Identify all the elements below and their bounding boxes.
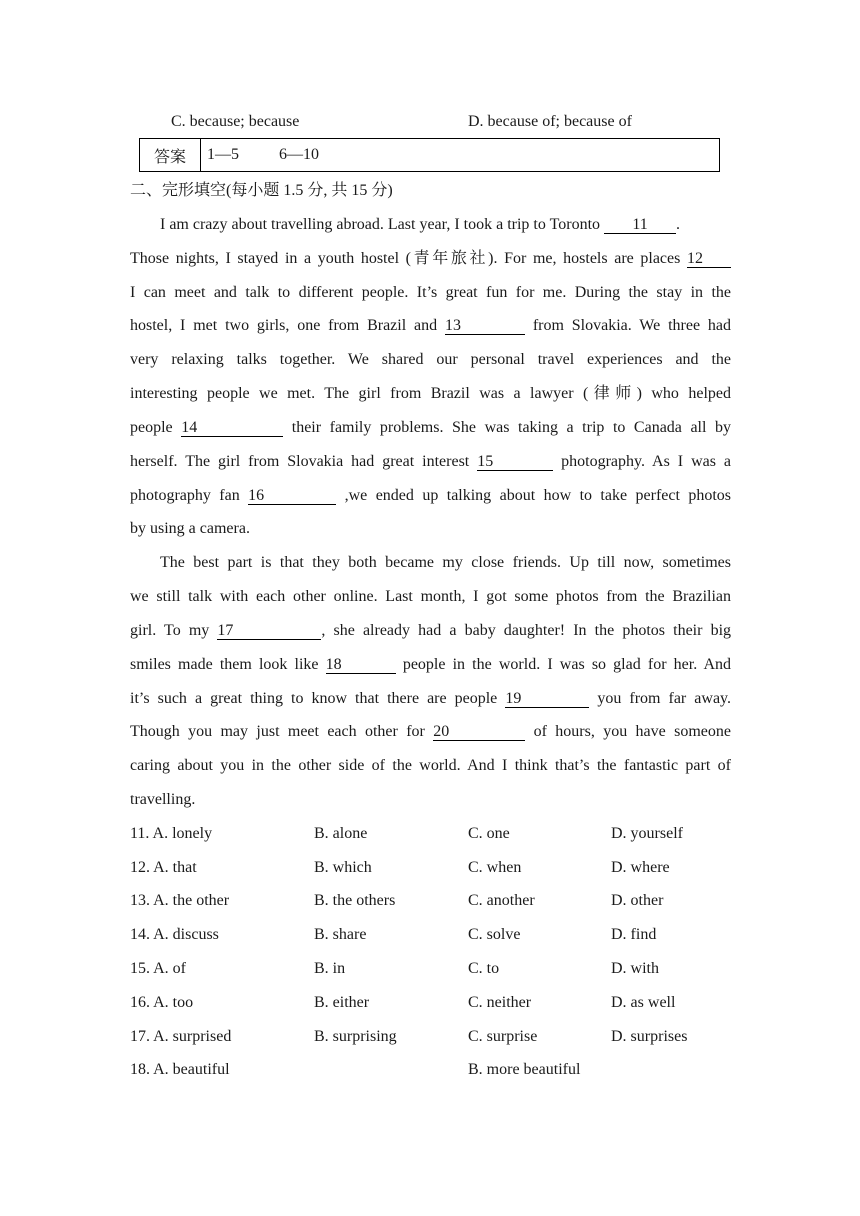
passage-line-1: I am crazy about travelling abroad. Last year, I took a trip to Toronto 11 . [160,216,681,233]
blank-20[interactable]: 20 [433,723,525,741]
option-row-16 [130,993,750,1013]
option-b[interactable]: B. alone [314,825,368,842]
blank-13[interactable]: 13 [445,317,525,335]
option-a[interactable]: 11. A. lonely [130,825,213,842]
option-b[interactable]: B. share [314,926,367,943]
option-row-14 [130,925,750,945]
answer-value: 1—5 6—10 [207,146,319,163]
passage-line-4: hostel, I met two girls, one from Brazil and 13 from Slovakia. We three had [130,317,731,334]
option-b[interactable]: B. more beautiful [468,1061,581,1078]
option-b[interactable]: B. either [314,994,370,1011]
blank-15[interactable]: 15 [477,453,553,471]
passage-line-5: very relaxing talks together. We shared our personal travel experiences and the [130,351,731,368]
passage-line-17: caring about you in the other side of the world. And I think that’s the fantastic part of [130,757,731,774]
passage-line-9: photography fan 16 ,we ended up talking about how to take perfect photos [130,487,732,504]
option-c[interactable]: C. one [468,825,510,842]
prev-option-c: C. because; because [171,113,300,130]
option-d[interactable]: D. yourself [611,825,683,842]
passage-line-15: it’s such a great thing to know that there are people 19 you from far away. [130,690,732,707]
option-row-12 [130,858,750,878]
option-c[interactable]: C. solve [468,926,521,943]
option-row-13 [130,891,750,911]
option-a[interactable]: 12. A. that [130,859,197,876]
option-c[interactable]: C. neither [468,994,532,1011]
prev-option-d: D. because of; because of [468,113,632,130]
passage-line-2: Those nights, I stayed in a youth hostel (青年旅社). For me, hostels are places 12 [130,249,731,269]
option-b[interactable]: B. which [314,859,372,876]
passage-line-7: people 14 their family problems. She was taking a trip to Canada all by [130,419,731,436]
option-b[interactable]: B. surprising [314,1028,397,1045]
option-b[interactable]: B. the others [314,892,396,909]
option-d[interactable]: D. as well [611,994,676,1011]
blank-14[interactable]: 14 [181,419,283,437]
option-a[interactable]: 17. A. surprised [130,1028,232,1045]
option-d[interactable]: D. surprises [611,1028,688,1045]
passage-line-6: interesting people we met. The girl from Brazil was a lawyer (律师) who helped [130,385,731,402]
option-row-15 [130,959,750,979]
passage-line-13: girl. To my 17 , she already had a baby daughter! In the photos their big [130,622,732,639]
passage-line-8: herself. The girl from Slovakia had great interest 15 photography. As I was a [130,453,732,470]
passage-line-14: smiles made them look like 18 people in the world. I was so glad for her. And [130,656,732,673]
option-row-11 [130,824,750,844]
answer-table [139,138,720,172]
passage-line-10: by using a camera. [130,520,250,537]
option-c[interactable]: C. to [468,960,500,977]
blank-11[interactable]: 11 [604,216,676,234]
blank-17[interactable]: 17 [217,622,321,640]
passage-line-11: The best part is that they both became my close friends. Up till now, sometimes [160,554,731,571]
option-d[interactable]: D. other [611,892,664,909]
blank-12[interactable]: 12 [687,250,731,268]
blank-18[interactable]: 18 [326,656,396,674]
answer-label: 答案 [140,139,201,171]
blank-19[interactable]: 19 [505,690,589,708]
option-c[interactable]: C. surprise [468,1028,538,1045]
option-a[interactable]: 13. A. the other [130,892,230,909]
passage-line-12: we still talk with each other online. Last month, I got some photos from the Brazilian [130,588,731,605]
option-c[interactable]: C. when [468,859,522,876]
passage-line-16: Though you may just meet each other for 20 of hours, you have someone [130,723,731,740]
option-row-17 [130,1027,750,1047]
section-heading: 二、完形填空(每小题 1.5 分, 共 15 分) [130,182,393,199]
option-b[interactable]: B. in [314,960,346,977]
option-d[interactable]: D. find [611,926,657,943]
option-a[interactable]: 18. A. beautiful [130,1061,230,1078]
passage-line-3: I can meet and talk to different people. It’s great fun for me. During the stay in the [130,284,731,301]
option-row-18 [130,1060,750,1080]
option-a[interactable]: 15. A. of [130,960,186,977]
blank-16[interactable]: 16 [248,487,336,505]
option-a[interactable]: 14. A. discuss [130,926,219,943]
option-d[interactable]: D. where [611,859,670,876]
passage-line-18: travelling. [130,791,196,808]
option-c[interactable]: C. another [468,892,535,909]
option-a[interactable]: 16. A. too [130,994,194,1011]
option-d[interactable]: D. with [611,960,659,977]
